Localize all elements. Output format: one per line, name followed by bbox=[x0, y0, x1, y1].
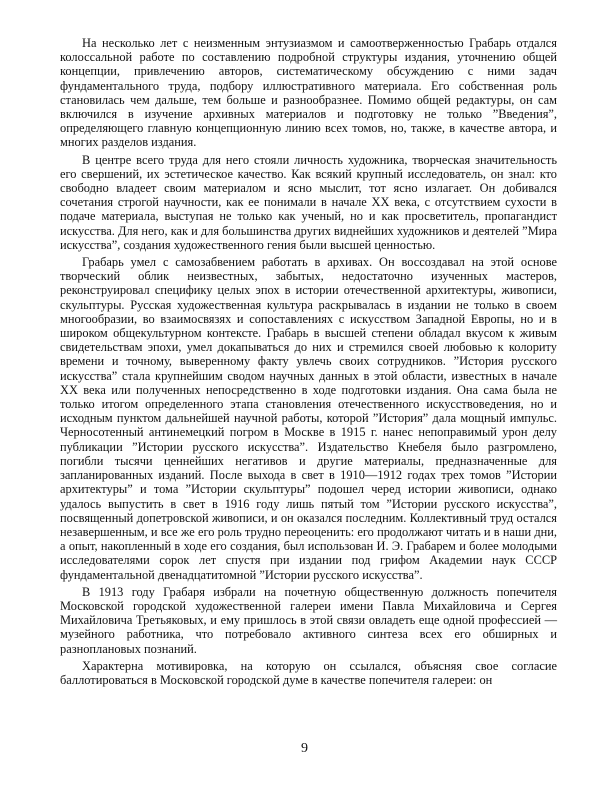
page-body bbox=[60, 36, 557, 690]
page-number: 9 bbox=[301, 741, 308, 756]
paragraph: В 1913 году Грабаря избрали на почетную общественную должность попечителя Московской городской художественной галереи имени Павла Михайловича и Сергея Михайловича Третьяковых, и ему пришлось в этой связи овладеть еще одной профессией — музейного работника, что потребовало активного синтеза всех его обширных и разноплановых познаний. bbox=[60, 584, 557, 656]
paragraph: Характерна мотивировка, на которую он ссылался, объясняя свое согласие баллотироваться в Московской городской думе в качестве попечителя галереи: он bbox=[60, 658, 557, 687]
paragraph: Грабарь умел с самозабвением работать в архивах. Он воссоздавал на этой основе творческий облик неизвестных, забытых, недостаточно изученных мастеров, реконструировал специфику целых эпох в истории отечественной архитектуры, живописи, скульптуры. Русская художественная культура раскрывалась в издании не только в своем многообразии, во взаимосвязях и сопоставлениях с искусством Западной Европы, но и в широком общекультурном контексте. Грабарь в высшей степени обладал вкусом к живым свидетельствам эпохи, умел докапываться до них и стремился своей любовью к колориту времени и точному, выверенному факту увлечь своих сотрудников. ”История русского искусства” стала крупнейшим сводом научных данных в этой области, известных в начале XX века или полученных непосредственно в ходе подготовки издания. Она сама была не только итогом определенного этапа становления отечественного искусствоведения, но и исходным пунктом дальнейшей научной работы, которой ”История” дала мощный импульс. Черносотенный антинемецкий погром в Москве в 1915 г. нанес непоправимый урон делу публикации ”Истории русского искусства”. Издательство Кнебеля было разгромлено, погибли тысячи ценнейших негативов и другие материалы, предназначенные для запланированных изданий. После выхода в свет в 1910—1912 годах трех томов ”Истории архитектуры” и тома ”Истории скульптуры” подошел черед истории живописи, однако удалось выпустить в свет в 1916 году лишь пятый том ”Истории русского искусства”, посвященный допетровской живописи, и он оказался последним. Коллективный труд остался незавершенным, и все же его роль трудно переоценить: его продолжают читать и в наши дни, а опыт, накопленный в ходе его создания, был использован И. Э. Грабарем и более молодыми исследователями сорок лет спустя при издании под грифом Академии наук СССР фундаментальной двенадцатитомной ”Истории русского искусства”. bbox=[60, 255, 557, 582]
paragraph: В центре всего труда для него стояли личность художника, творческая значительность его свершений, их эстетическое качество. Как всякий крупный исследователь, он знал: кто свободно владеет своим материалом и ясно мыслит, тот ясно излагает. Он добивался сочетания строгой научности, как ее понимали в начале XX века, с отсутствием сухости в подаче материала, выступая не только как ученый, но и как просветитель, пропагандист искусства. Для него, как и для большинства других виднейших художников и деятелей ”Мира искусства”, создания художественного гения были высшей ценностью. bbox=[60, 152, 557, 252]
paragraph: На несколько лет с неизменным энтузиазмом и самоотверженностью Грабарь отдался колоссальной работе по составлению подробной структуры издания, уточнению общей концепции, привлечению авторов, систематическому обсуждению с ними задач фундаментального труда, подбору иллюстративного материала. Его собственная роль становилась чем дальше, тем больше и разнообразнее. Помимо общей редактуры, он сам включился в изучение архивных материалов и подготовку не только ”Введения”, определяющего главную концепционную линию всех томов, но, также, в качестве автора, и многих разделов издания. bbox=[60, 36, 557, 150]
